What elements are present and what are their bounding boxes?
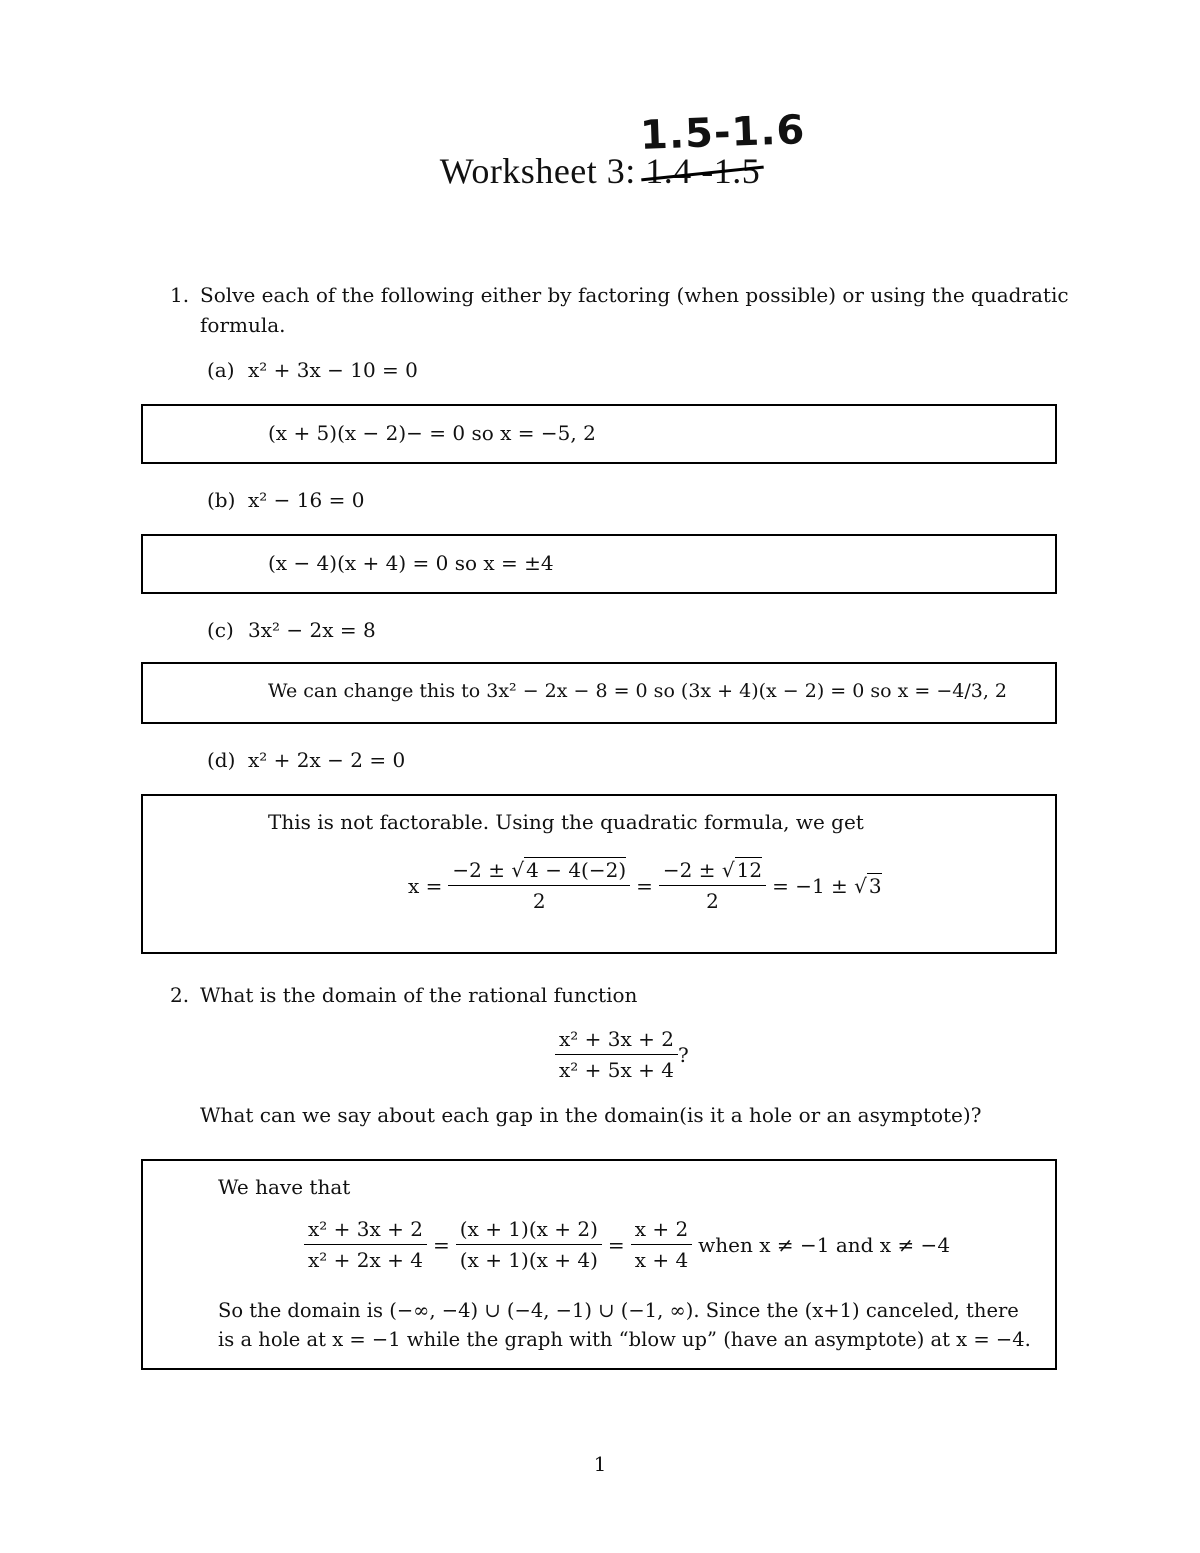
result: = −1 ± √ 3 [772,873,882,898]
lhs: x = [408,873,443,898]
q1c-problem: 3x² − 2x = 8 [248,618,376,642]
simplification-fraction-3 [631,1217,692,1272]
simplification-fraction-2-numerator: (x + 1)(x + 2) [456,1217,602,1245]
simplification-fraction-1-denominator: x² + 2x + 4 [308,1248,423,1272]
question-mark: ? [677,1042,689,1067]
q1b-label: (b) [207,488,236,512]
q1c-answer-box [141,662,1057,724]
q1d-problem: x² + 2x − 2 = 0 [248,748,406,772]
q1a-answer-box [141,404,1057,464]
q1c-answer: We can change this to 3x² − 2x − 8 = 0 so (3x + 4)(x − 2) = 0 so x = −4/3, 2 [268,680,1007,702]
title-prefix: Worksheet 3: [439,151,636,191]
simplification-fraction-2-denominator: (x + 1)(x + 4) [459,1248,598,1272]
struck-section-range: 1.4 -1.5 [645,151,761,191]
fraction-2-numerator: −2 ± √ 12 [659,858,766,886]
simplification-fraction-2 [456,1217,602,1272]
q1-prompt-line2: formula. [200,313,286,337]
simplification [298,1217,950,1272]
fraction-2-denominator: 2 [706,889,719,913]
equals-sign: = [607,1232,625,1257]
fraction-1-numerator: −2 ± √ 4 − 4(−2) [448,858,630,886]
fraction-2 [659,858,766,913]
q2-answer-box [141,1159,1057,1370]
q1d-label: (d) [207,748,236,772]
q2-followup: What can we say about each gap in the domain(is it a hole or an asymptote)? [200,1103,982,1127]
q2-prompt: What is the domain of the rational function [200,983,638,1007]
rational-function [555,1027,689,1082]
quadratic-formula-result [408,858,882,913]
simplification-fraction-3-denominator: x + 4 [634,1248,689,1272]
q2-number: 2. [170,983,190,1007]
q1a-problem: x² + 3x − 10 = 0 [248,358,418,382]
fraction-1 [448,858,630,913]
simplification-fraction-1 [304,1217,427,1272]
q1-prompt-line1: Solve each of the following either by factoring (when possible) or using the quadratic [200,283,1069,307]
q1b-answer-box [141,534,1057,594]
rational-function-numerator: x² + 3x + 2 [555,1027,678,1055]
equals-sign: = [636,873,653,898]
q1b-problem: x² − 16 = 0 [248,488,365,512]
q1a-answer: (x + 5)(x − 2)− = 0 so x = −5, 2 [268,421,596,445]
q2-conclusion-line2: is a hole at x = −1 while the graph with “blow up” (have an asymptote) at x = −4. [218,1328,1031,1351]
q1c-label: (c) [207,618,234,642]
q1-number: 1. [170,283,190,307]
q1a-label: (a) [207,358,235,382]
page-number: 1 [593,1452,607,1476]
q2-conclusion-line1: So the domain is (−∞, −4) ∪ (−4, −1) ∪ (−1, ∞). Since the (x+1) canceled, there [218,1299,1019,1322]
simplification-fraction-3-numerator: x + 2 [631,1217,692,1245]
rational-function-denominator: x² + 5x + 4 [559,1058,674,1082]
condition: when x ≠ −1 and x ≠ −4 [698,1232,951,1257]
simplification-fraction-1-numerator: x² + 3x + 2 [304,1217,427,1245]
q1d-answer-intro: This is not factorable. Using the quadratic formula, we get [268,810,864,834]
handwritten-correction: 1.5-1.6 [639,107,807,159]
fraction-1-denominator: 2 [532,889,546,913]
q2-answer-intro: We have that [218,1175,351,1199]
q1b-answer: (x − 4)(x + 4) = 0 so x = ±4 [268,551,554,575]
equals-sign: = [432,1232,450,1257]
worksheet-title [0,150,1200,192]
rational-function-fraction [555,1027,678,1082]
q1d-answer-box [141,794,1057,954]
